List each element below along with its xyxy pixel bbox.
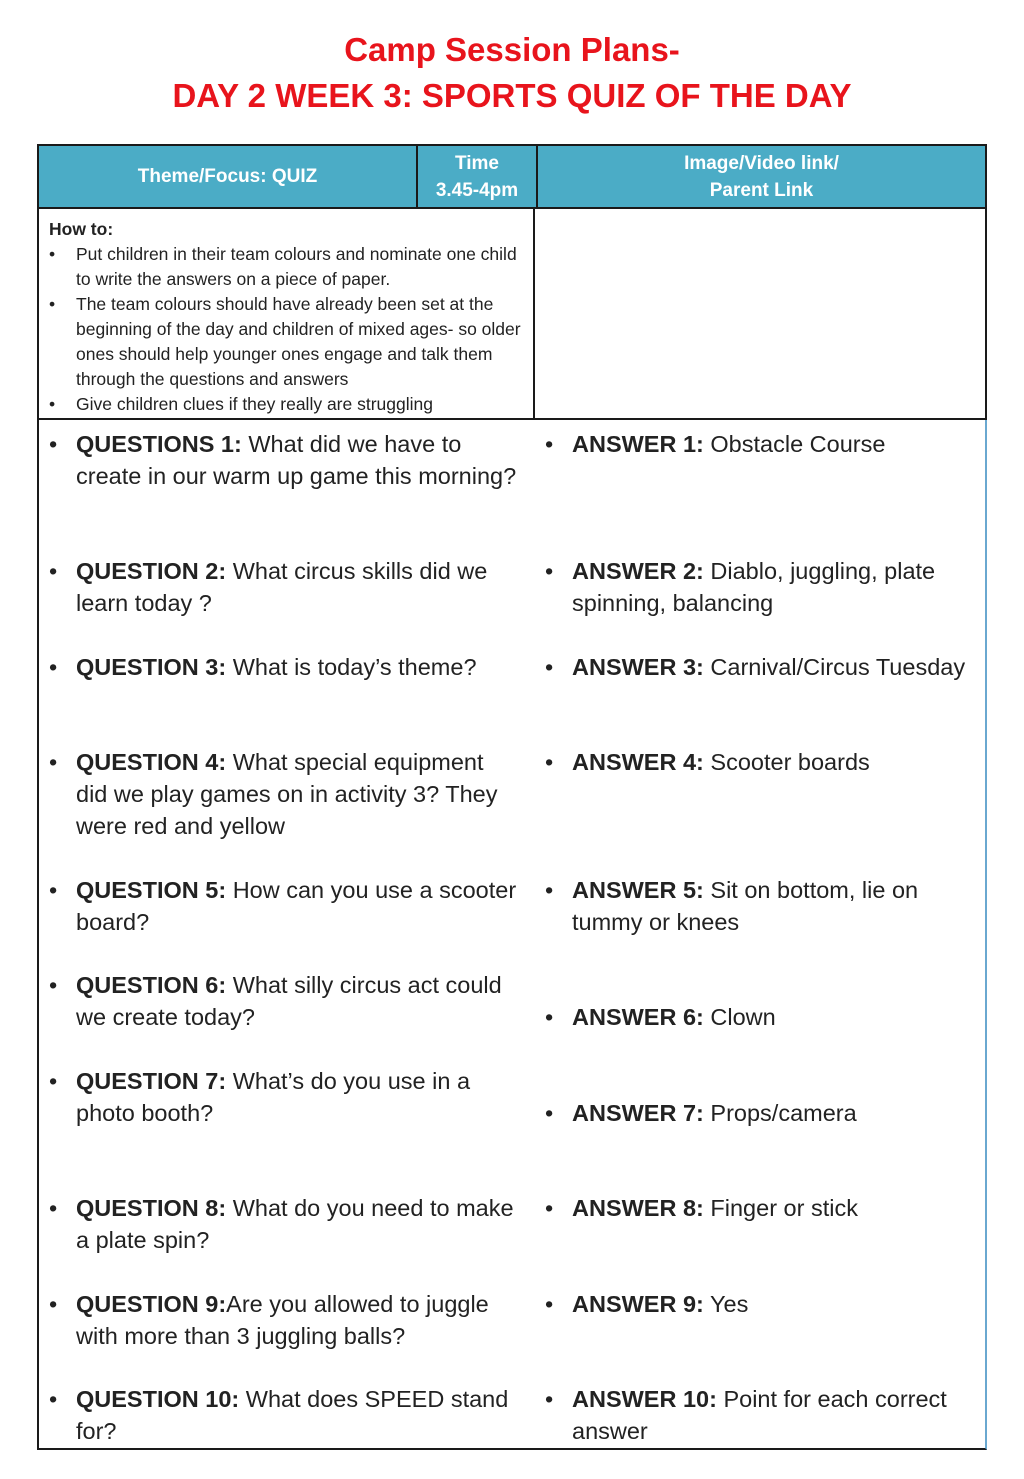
question-9 bbox=[41, 1288, 521, 1352]
howto-item: • The team colours should have already been set at the beginning of the day and children of mixed ages- so older ones should help younger ones engage and talk them through the questions and answers bbox=[49, 292, 533, 392]
question-text: How can you use a scooter board? bbox=[76, 877, 517, 935]
answer-label: ANSWER 1: bbox=[572, 431, 704, 457]
answer-label: ANSWER 6: bbox=[572, 1004, 704, 1030]
answer-8 bbox=[537, 1192, 987, 1224]
question-10 bbox=[41, 1383, 521, 1447]
time-label: Time bbox=[454, 152, 499, 174]
page-title-line2: DAY 2 WEEK 3: SPORTS QUIZ OF THE DAY bbox=[172, 77, 852, 114]
time-cell bbox=[416, 146, 538, 207]
question-3 bbox=[41, 651, 521, 683]
answer-text: Carnival/Circus Tuesday bbox=[703, 654, 966, 680]
question-7 bbox=[41, 1065, 521, 1129]
question-1 bbox=[41, 428, 521, 492]
answer-1 bbox=[537, 428, 987, 460]
howto-item: • Put children in their team colours and nominate one child to write the answers on a piece of paper. bbox=[49, 242, 533, 292]
answer-text: Sit on bottom, lie on tummy or knees bbox=[572, 877, 919, 935]
question-5 bbox=[41, 874, 521, 938]
howto-item: • Give children clues if they really are struggling bbox=[49, 392, 533, 417]
question-label: QUESTION 7: bbox=[76, 1068, 227, 1094]
time-value: 3.45-4pm bbox=[435, 179, 519, 201]
answer-label: ANSWER 4: bbox=[572, 749, 704, 775]
question-text: What is today’s theme? bbox=[226, 654, 477, 680]
question-label: QUESTION 5: bbox=[76, 877, 227, 903]
answer-6 bbox=[537, 1001, 987, 1033]
answer-4 bbox=[537, 746, 987, 778]
answer-label: ANSWER 9: bbox=[572, 1291, 704, 1317]
answer-label: ANSWER 2: bbox=[572, 558, 704, 584]
parent-link-label: Parent Link bbox=[709, 179, 814, 201]
quiz-section bbox=[37, 420, 987, 1450]
question-label: QUESTIONS 1: bbox=[76, 431, 242, 457]
question-label: QUESTION 4: bbox=[76, 749, 227, 775]
question-label: QUESTION 6: bbox=[76, 972, 227, 998]
question-text: What does SPEED stand for? bbox=[76, 1386, 509, 1444]
answer-text: Point for each correct answer bbox=[572, 1386, 947, 1444]
media-link-label: Image/Video link/ bbox=[684, 152, 839, 174]
answer-text: Obstacle Course bbox=[703, 431, 886, 457]
answer-7 bbox=[537, 1097, 987, 1129]
question-text: What did we have to create in our warm up game this morning? bbox=[76, 431, 517, 489]
answer-5 bbox=[537, 874, 987, 938]
answer-label: ANSWER 5: bbox=[572, 877, 704, 903]
question-label: QUESTION 10: bbox=[76, 1386, 240, 1412]
table-header bbox=[37, 144, 987, 209]
howto-title: How to: bbox=[49, 219, 114, 239]
answer-2 bbox=[537, 555, 987, 619]
howto-instructions bbox=[39, 209, 535, 418]
answer-text: Props/camera bbox=[703, 1100, 857, 1126]
question-text: What’s do you use in a photo booth? bbox=[76, 1068, 471, 1126]
answer-3 bbox=[537, 651, 987, 683]
question-text: What do you need to make a plate spin? bbox=[76, 1195, 514, 1253]
question-label: QUESTION 2: bbox=[76, 558, 227, 584]
question-4 bbox=[41, 746, 521, 842]
answer-text: Clown bbox=[703, 1004, 776, 1030]
page-title-line1: Camp Session Plans- bbox=[344, 31, 680, 68]
question-label: QUESTION 3: bbox=[76, 654, 227, 680]
question-text: What special equipment did we play games on in activity 3? They were red and yellow bbox=[76, 749, 498, 839]
answer-text: Yes bbox=[703, 1291, 749, 1317]
theme-focus-label: Theme/Focus: QUIZ bbox=[137, 166, 318, 187]
howto-section bbox=[37, 209, 987, 420]
question-text: Are you allowed to juggle with more than 3 juggling balls? bbox=[76, 1291, 489, 1349]
answer-label: ANSWER 7: bbox=[572, 1100, 704, 1126]
question-label: QUESTION 8: bbox=[76, 1195, 227, 1221]
media-link-cell bbox=[536, 146, 987, 207]
question-label: QUESTION 9: bbox=[76, 1291, 227, 1317]
howto-list bbox=[49, 242, 533, 417]
question-text: What circus skills did we learn today ? bbox=[76, 558, 488, 616]
question-2 bbox=[41, 555, 521, 619]
question-text: What silly circus act could we create today? bbox=[76, 972, 502, 1030]
answer-text: Finger or stick bbox=[703, 1195, 858, 1221]
answer-text: Scooter boards bbox=[703, 749, 870, 775]
answer-label: ANSWER 3: bbox=[572, 654, 704, 680]
answer-text: Diablo, juggling, plate spinning, balancing bbox=[572, 558, 936, 616]
answer-label: ANSWER 10: bbox=[572, 1386, 717, 1412]
answer-9 bbox=[537, 1288, 987, 1320]
answer-label: ANSWER 8: bbox=[572, 1195, 704, 1221]
theme-focus-cell bbox=[39, 146, 416, 207]
question-6 bbox=[41, 969, 521, 1033]
question-8 bbox=[41, 1192, 521, 1256]
answer-10 bbox=[537, 1383, 987, 1447]
